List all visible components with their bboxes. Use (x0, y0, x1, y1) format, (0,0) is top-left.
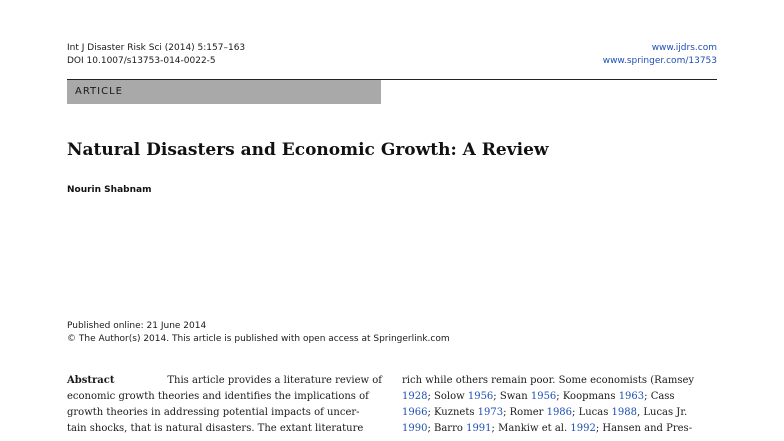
citation-link[interactable]: 1928 (402, 391, 428, 402)
publication-info (67, 320, 450, 346)
body-text: ; Romer (503, 407, 547, 418)
body-line (402, 389, 717, 405)
paper-title: Natural Disasters and Economic Growth: A Review (67, 140, 549, 160)
body-text-right (402, 373, 717, 437)
published-date: Published online: 21 June 2014 (67, 321, 207, 331)
abstract-line (67, 373, 382, 389)
citation-link[interactable]: 1986 (546, 407, 573, 418)
citation-link[interactable]: 1956 (530, 391, 557, 402)
springer-url-link[interactable]: www.springer.com/13753 (602, 56, 717, 66)
citation-link[interactable]: 1973 (477, 407, 504, 418)
journal-url-link[interactable]: www.ijdrs.com (651, 43, 717, 53)
body-line (402, 373, 717, 389)
body-text: ; Lucas (572, 407, 612, 418)
body-text: ; Kuznets (427, 407, 478, 418)
body-text: ; Swan (493, 391, 531, 402)
citation-link[interactable]: 1990 (402, 423, 428, 434)
body-text: ; Koopmans (556, 391, 619, 402)
license-notice: © The Author(s) 2014. This article is published with open access at Springerlink.com (67, 334, 450, 344)
journal-header (67, 42, 245, 68)
body-text: rich while others remain poor. Some economists (Ramsey (402, 375, 695, 386)
journal-citation: Int J Disaster Risk Sci (2014) 5:157–163 (67, 43, 246, 53)
author-name: Nourin Shabnam (67, 185, 152, 195)
citation-link[interactable]: 1991 (466, 423, 492, 434)
body-text: ; Barro (427, 423, 467, 434)
abstract-text: This article provides a literature review of (167, 375, 382, 386)
citation-link[interactable]: 1988 (611, 407, 637, 418)
abstract-line (67, 421, 382, 437)
abstract (67, 373, 382, 437)
body-line (402, 405, 717, 421)
article-type-badge: ARTICLE (67, 80, 381, 104)
doi: DOI 10.1007/s13753-014-0022-5 (67, 56, 216, 66)
abstract-line (67, 405, 382, 421)
abstract-text: growth theories in addressing potential impacts of uncer- (67, 407, 360, 418)
journal-links (603, 42, 717, 68)
body-line (402, 421, 717, 437)
body-text: ; Solow (427, 391, 468, 402)
abstract-line (67, 389, 382, 405)
body-text: ; Cass (644, 391, 675, 402)
body-text: ; Hansen and Pres- (595, 423, 693, 434)
body-text: , Lucas Jr. (637, 407, 688, 418)
abstract-text: economic growth theories and identifies the implications of (67, 391, 369, 402)
body-text: ; Mankiw et al. (491, 423, 571, 434)
abstract-text: tain shocks, that is natural disasters. The extant literature (67, 423, 364, 434)
citation-link[interactable]: 1992 (570, 423, 596, 434)
citation-link[interactable]: 1966 (402, 407, 428, 418)
abstract-label: Abstract (67, 375, 115, 386)
citation-link[interactable]: 1956 (467, 391, 494, 402)
citation-link[interactable]: 1963 (618, 391, 645, 402)
